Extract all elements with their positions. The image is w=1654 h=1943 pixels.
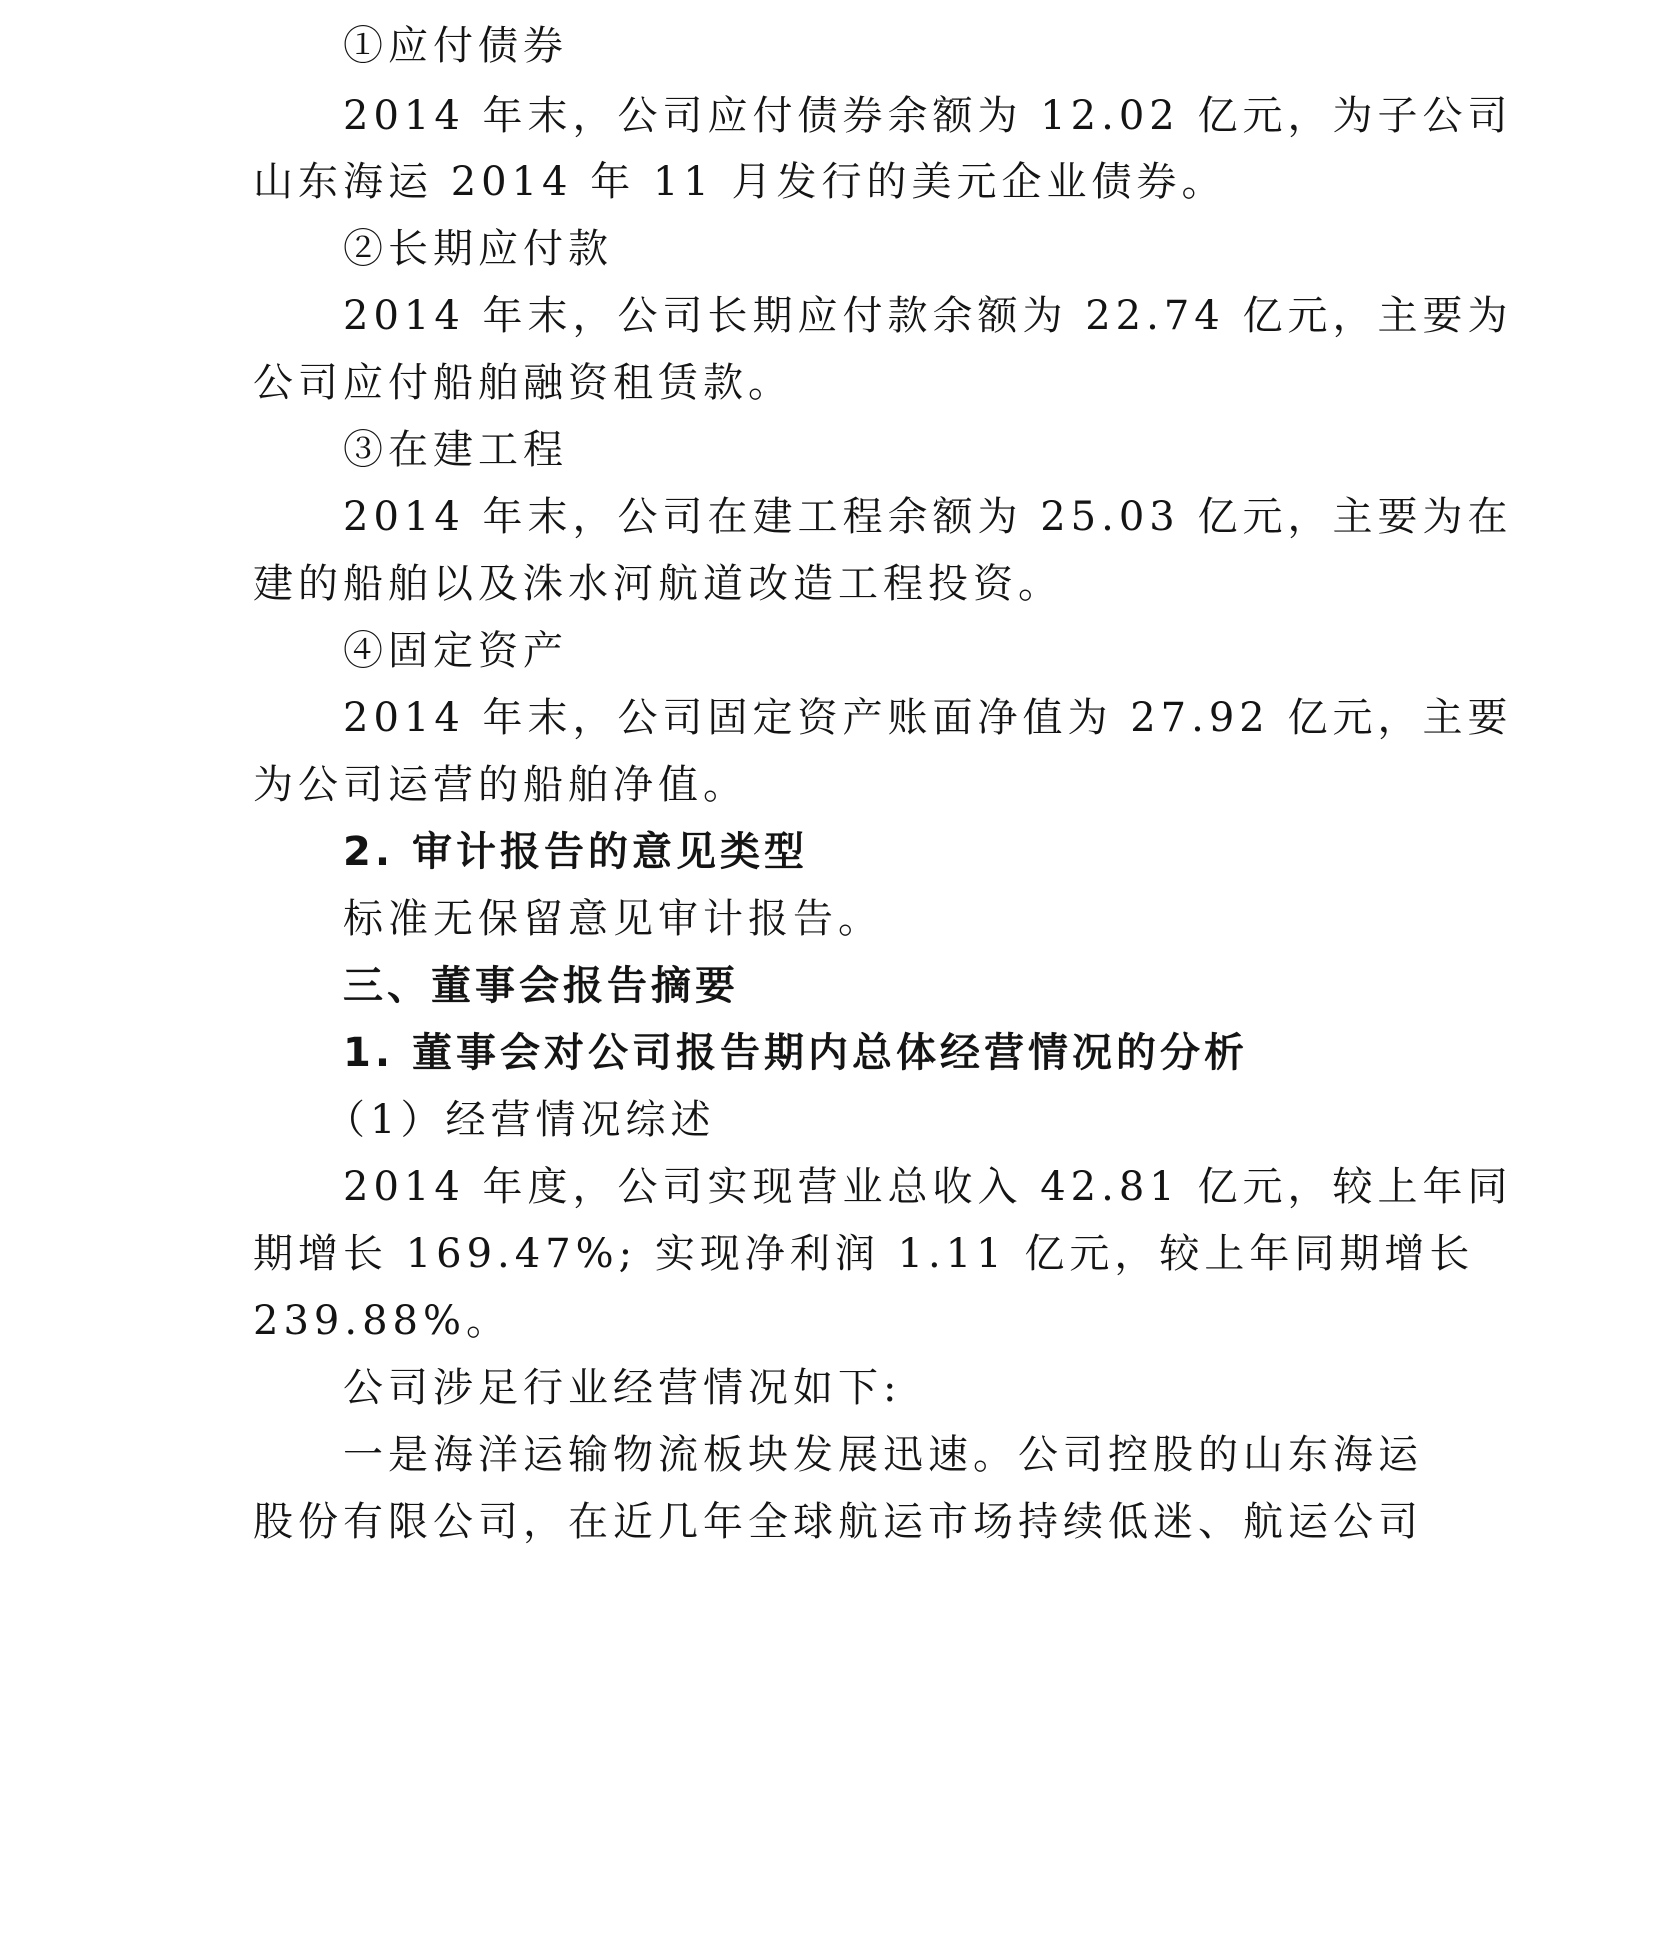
chapter-heading-board-report: 三、董事会报告摘要 <box>343 963 739 1009</box>
paragraph-line: 2014 年末，公司固定资产账面净值为 27.92 亿元，主要 <box>343 695 1513 741</box>
section-heading-operations-analysis: 1. 董事会对公司报告期内总体经营情况的分析 <box>343 1030 1248 1076</box>
section-heading-audit-opinion: 2. 审计报告的意见类型 <box>343 829 808 875</box>
paragraph-line: 2014 年度，公司实现营业总收入 42.81 亿元，较上年同 <box>343 1164 1513 1210</box>
subheading-long-term-payables: ②长期应付款 <box>343 226 613 272</box>
paragraph-line: 山东海运 2014 年 11 月发行的美元企业债券。 <box>253 159 1227 205</box>
subheading-bonds-payable: ①应付债券 <box>343 23 568 69</box>
paragraph-line: 为公司运营的船舶净值。 <box>253 762 748 808</box>
paragraph-line: 一是海洋运输物流板块发展迅速。公司控股的山东海运 <box>343 1432 1423 1478</box>
paragraph-line: 股份有限公司，在近几年全球航运市场持续低迷、航运公司 <box>253 1499 1423 1545</box>
paragraph-line: 2014 年末，公司应付债券余额为 12.02 亿元，为子公司 <box>343 93 1513 139</box>
subheading-operations-overview: （1）经营情况综述 <box>325 1097 716 1143</box>
paragraph-line: 标准无保留意见审计报告。 <box>343 896 883 942</box>
paragraph-line: 期增长 169.47%; 实现净利润 1.11 亿元，较上年同期增长 <box>253 1231 1475 1277</box>
paragraph-line: 239.88%。 <box>253 1298 511 1344</box>
paragraph-line: 公司涉足行业经营情况如下: <box>343 1365 902 1411</box>
paragraph-line: 公司应付船舶融资租赁款。 <box>253 360 793 406</box>
subheading-fixed-assets: ④固定资产 <box>343 628 568 674</box>
paragraph-line: 2014 年末，公司长期应付款余额为 22.74 亿元，主要为 <box>343 293 1513 339</box>
subheading-construction-in-progress: ③在建工程 <box>343 427 568 473</box>
paragraph-line: 建的船舶以及洙水河航道改造工程投资。 <box>253 561 1063 607</box>
paragraph-line: 2014 年末，公司在建工程余额为 25.03 亿元，主要为在 <box>343 494 1513 540</box>
